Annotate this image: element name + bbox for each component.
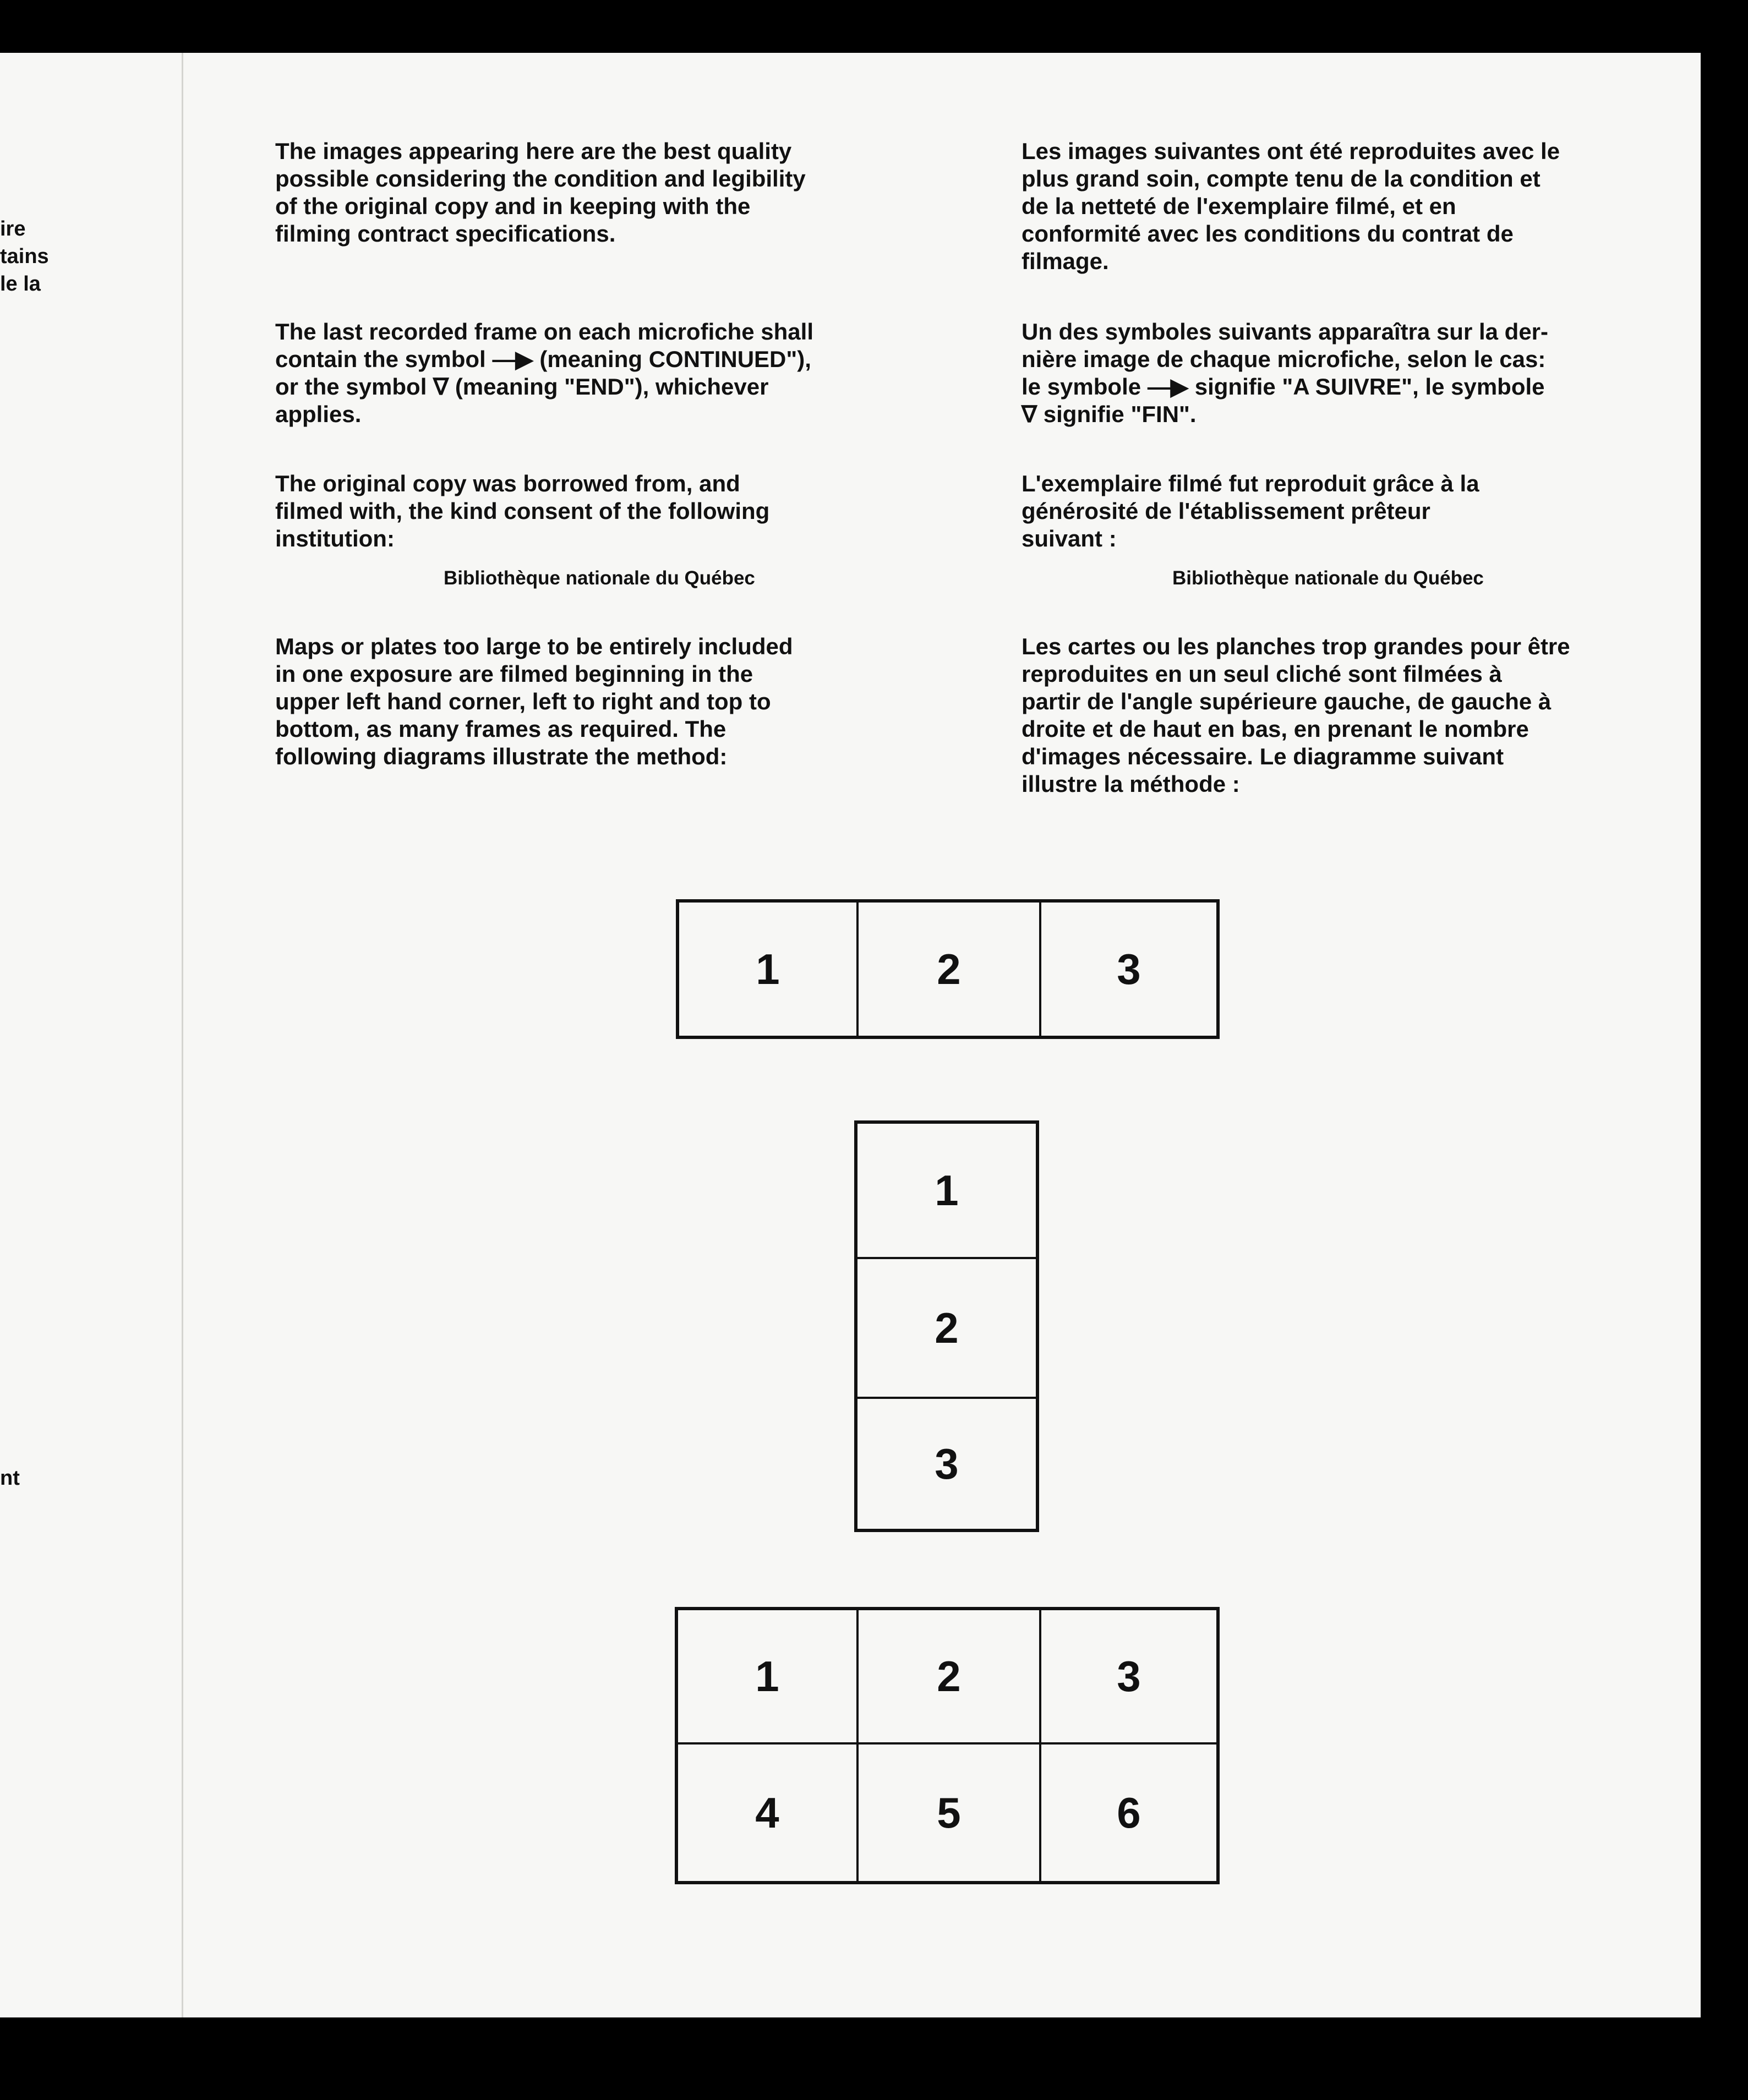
diagram-frame: 5 <box>856 1742 1039 1881</box>
paragraph-line: following diagrams illustrate the method: <box>275 743 728 769</box>
paragraph-line: partir de l'angle supérieure gauche, de gauche à <box>1022 688 1552 714</box>
french-symbols-paragraph <box>1022 318 1548 428</box>
paragraph-line: The original copy was borrowed from, and <box>275 471 740 496</box>
paragraph-line: possible considering the condition and legibility <box>275 166 806 192</box>
margin-fragment: le la <box>0 272 41 296</box>
paragraph-line: illustre la méthode : <box>1022 771 1240 797</box>
paragraph-line: conformité avec les conditions du contrat de <box>1022 221 1514 247</box>
paragraph-line: droite et de haut en bas, en prenant le nombre <box>1022 716 1529 742</box>
diagram-frame: 6 <box>1039 1742 1216 1881</box>
paragraph-line: upper left hand corner, left to right and top to <box>275 688 771 714</box>
paragraph-line: bottom, as many frames as required. The <box>275 716 726 742</box>
diagram-frame: 1 <box>756 944 780 993</box>
diagram-column-of-three <box>854 1120 1039 1532</box>
paragraph-line: plus grand soin, compte tenu de la condition et <box>1022 166 1541 192</box>
diagram-frame: 3 <box>1039 1610 1216 1742</box>
page-fold-line <box>182 53 183 2017</box>
paragraph-line: Un des symboles suivants apparaîtra sur la der- <box>1022 319 1549 344</box>
english-quality-paragraph <box>275 138 806 248</box>
paragraph-line: of the original copy and in keeping with the <box>275 193 751 219</box>
paragraph-line: The last recorded frame on each microfiche shall <box>275 319 813 344</box>
diagram-frame: 1 <box>935 1166 959 1215</box>
paragraph-line: d'images nécessaire. Le diagramme suivant <box>1022 743 1504 769</box>
diagram-frame: 2 <box>856 1610 1039 1742</box>
paragraph-line: filmage. <box>1022 248 1109 274</box>
paragraph-line: or the symbol ∇ (meaning "END"), whichever <box>275 374 769 400</box>
english-institution-name: Bibliothèque nationale du Québec <box>444 567 755 589</box>
paragraph-line: Les images suivantes ont été reproduites avec le <box>1022 138 1560 164</box>
paragraph-line: le symbole —▶ signifie "A SUIVRE", le symbole <box>1022 374 1545 400</box>
diagram-frame: 3 <box>1039 903 1216 1036</box>
paragraph-line: suivant : <box>1022 526 1117 551</box>
french-institution-name: Bibliothèque nationale du Québec <box>1172 567 1484 589</box>
english-maps-paragraph <box>275 633 793 770</box>
margin-fragment: nt <box>0 1467 20 1490</box>
paragraph-line: The images appearing here are the best quality <box>275 138 792 164</box>
paragraph-line: Maps or plates too large to be entirely included <box>275 633 793 659</box>
diagram-row-of-three <box>676 899 1220 1039</box>
paragraph-line: contain the symbol —▶ (meaning CONTINUED"), <box>275 346 811 372</box>
french-borrowed-paragraph <box>1022 470 1479 553</box>
paragraph-line: nière image de chaque microfiche, selon le cas: <box>1022 346 1546 372</box>
margin-fragment: ire <box>0 217 26 240</box>
diagram-frame: 2 <box>857 1257 1036 1397</box>
paragraph-line: L'exemplaire filmé fut reproduit grâce à la <box>1022 471 1479 496</box>
paragraph-line: Les cartes ou les planches trop grandes pour être <box>1022 633 1570 659</box>
french-maps-paragraph <box>1022 633 1570 798</box>
paragraph-line: filmed with, the kind consent of the following <box>275 498 770 524</box>
paragraph-line: filming contract specifications. <box>275 221 616 247</box>
paragraph-line: applies. <box>275 401 362 427</box>
english-borrowed-paragraph <box>275 470 769 553</box>
paragraph-line: de la netteté de l'exemplaire filmé, et en <box>1022 193 1456 219</box>
margin-fragment: tains <box>0 245 49 268</box>
french-quality-paragraph <box>1022 138 1560 275</box>
paragraph-line: in one exposure are filmed beginning in the <box>275 661 753 687</box>
diagram-frame: 1 <box>755 1651 779 1700</box>
diagram-frame: 4 <box>678 1742 856 1881</box>
paragraph-line: ∇ signifie "FIN". <box>1022 401 1197 427</box>
english-symbols-paragraph <box>275 318 813 428</box>
paragraph-line: générosité de l'établissement prêteur <box>1022 498 1430 524</box>
diagram-frame: 3 <box>857 1397 1036 1529</box>
diagram-frame: 2 <box>856 903 1039 1036</box>
diagram-grid-of-six <box>675 1607 1220 1884</box>
paragraph-line: institution: <box>275 526 395 551</box>
paragraph-line: reproduites en un seul cliché sont filmées à <box>1022 661 1502 687</box>
